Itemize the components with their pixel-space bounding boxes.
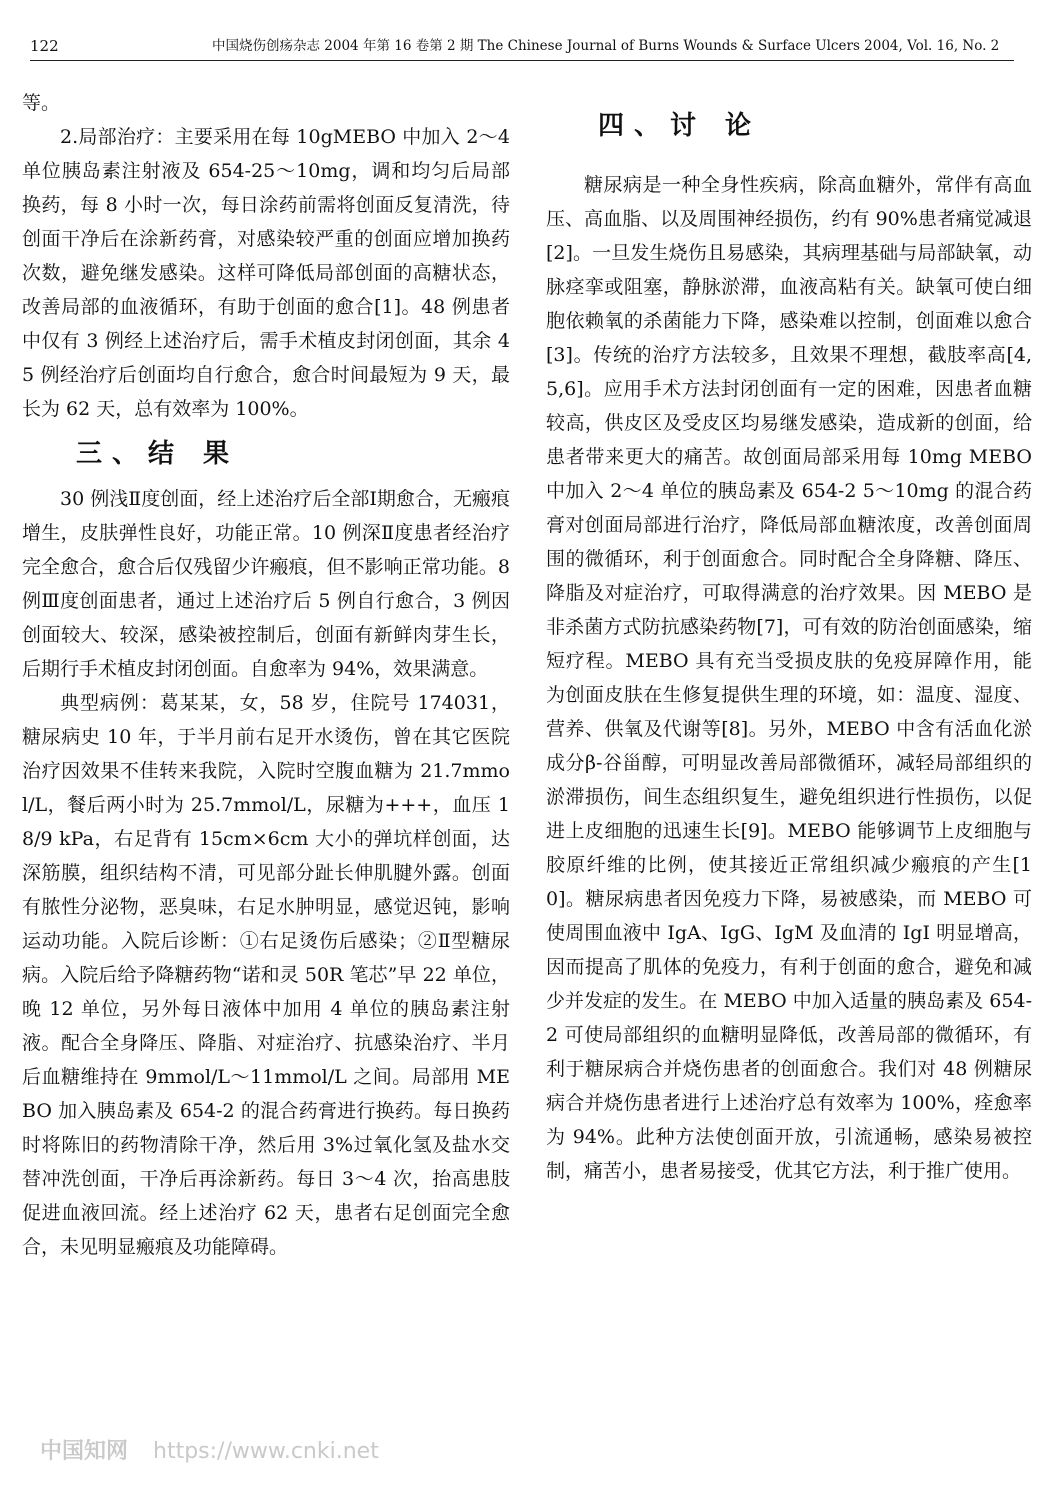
cnki-watermark: [40, 1434, 379, 1465]
running-header: [30, 34, 1014, 61]
paragraph-discussion: 糖尿病是一种全身性疾病，除高血糖外，常伴有高血压、高血脂、以及周围神经损伤，约有 90%患者痛觉减退[2]。一旦发生烧伤且易感染，其病理基础与局部缺氧，动脉痉挛或阻塞，静脉淤滞，血液高粘有关。缺氧可使白细胞依赖氧的杀菌能力下降，感染难以控制，创面难以愈合[3]。传统的治疗方法较多，且效果不理想，截肢率高[4,5,6]。应用手术方法封闭创面有一定的困难，因患者血糖较高，供皮区及受皮区均易继发感染，造成新的创面，给患者带来更大的痛苦。故创面局部采用每 10mg MEBO 中加入 2～4 单位的胰岛素及 654-2 5～10mg 的混合药膏对创面局部进行治疗，降低局部血糖浓度，改善创面周围的微循环，利于创面愈合。同时配合全身降糖、降压、降脂及对症治疗，可取得满意的治疗效果。因 MEBO 是非杀菌方式防抗感染药物[7]，可有效的防治创面感染，缩短疗程。MEBO 具有充当受损皮肤的免疫屏障作用，能为创面皮肤在生修复提供生理的环境，如：温度、湿度、营养、供氧及代谢等[8]。另外，MEBO 中含有活血化淤成分β-谷甾醇，可明显改善局部微循环，减轻局部组织的淤滞损伤，间生态组织复生，避免组织进行性损伤，以促进上皮细胞的迅速生长[9]。MEBO 能够调节上皮细胞与胶原纤维的比例，使其接近正常组织减少瘢痕的产生[10]。糖尿病患者因免疫力下降，易被感染，而 MEBO 可使周围血液中 IgA、IgG、IgM 及血清的 IgI 明显增高，因而提高了肌体的免疫力，有利于创面的愈合，避免和减少并发症的发生。在 MEBO 中加入适量的胰岛素及 654-2 可使局部组织的血糖明显降低，改善局部的微循环，有利于糖尿病合并烧伤患者的创面愈合。我们对 48 例糖尿病合并烧伤患者进行上述治疗总有效率为 100%，痊愈率为 94%。此种方法使创面开放，引流通畅，感染易被控制，痛苦小，患者易接受，优其它方法，利于推广使用。: [546, 174, 1032, 1182]
watermark-url: https://www.cnki.net: [153, 1439, 379, 1464]
right-column: [546, 86, 1032, 1188]
section-heading-results: 三、结 果: [76, 439, 240, 469]
paragraph-continuation: 等。: [22, 92, 61, 114]
paragraph-results: 30 例浅Ⅱ度创面，经上述治疗后全部Ⅰ期愈合，无瘢痕增生，皮肤弹性良好，功能正常。10 例深Ⅱ度患者经治疗完全愈合，愈合后仅残留少许瘢痕，但不影响正常功能。8 例Ⅲ度创面患者，通过上述治疗后 5 例自行愈合，3 例因创面较大、较深，感染被控制后，创面有新鲜肉芽生长，后期行手术植皮封闭创面。自愈率为 94%，效果满意。: [22, 488, 510, 680]
section-heading-discussion: 四、讨 论: [598, 111, 762, 141]
left-column: [22, 86, 510, 1264]
page-number: 122: [30, 37, 59, 55]
paragraph-typical-case: 典型病例：葛某某，女，58 岁，住院号 174031，糖尿病史 10 年，于半月前右足开水烫伤，曾在其它医院治疗因效果不佳转来我院，入院时空腹血糖为 21.7mmol/L，餐后两小时为 25.7mmol/L，尿糖为+++，血压 18/9 kPa，右足背有 15cm×6cm 大小的弹坑样创面，达深筋膜，组织结构不清，可见部分趾长伸肌腱外露。创面有脓性分泌物，恶臭味，右足水肿明显，感觉迟钝，影响运动功能。入院后诊断：①右足烫伤后感染；②Ⅱ型糖尿病。入院后给予降糖药物“诺和灵 50R 笔芯”早 22 单位，晚 12 单位，另外每日液体中加用 4 单位的胰岛素注射液。配合全身降压、降脂、对症治疗、抗感染治疗、半月后血糖维持在 9mmol/L～11mmol/L 之间。局部用 MEBO 加入胰岛素及 654-2 的混合药膏进行换药。每日换药时将陈旧的药物清除干净，然后用 3%过氧化氢及盐水交替冲洗创面，干净后再涂新药。每日 3～4 次，抬高患肢促进血液回流。经上述治疗 62 天，患者右足创面完全愈合，未见明显瘢痕及功能障碍。: [22, 692, 510, 1258]
watermark-logo: 中国知网: [40, 1439, 129, 1464]
journal-header: 中国烧伤创疡杂志 2004 年第 16 卷第 2 期 The Chinese Journal of Burns Wounds & Surface Ulcers 2004, Vol. 16, No. 2: [212, 38, 1000, 54]
paragraph-local-treatment: 2.局部治疗：主要采用在每 10gMEBO 中加入 2～4 单位胰岛素注射液及 654-25～10mg，调和均匀后局部换药，每 8 小时一次，每日涂药前需将创面反复清洗，待创面干净后在涂新药膏，对感染较严重的创面应增加换药次数，避免继发感染。这样可降低局部创面的高糖状态，改善局部的血液循环，有助于创面的愈合[1]。48 例患者中仅有 3 例经上述治疗后，需手术植皮封闭创面，其余 45 例经治疗后创面均自行愈合，愈合时间最短为 9 天，最长为 62 天，总有效率为 100%。: [22, 126, 510, 420]
